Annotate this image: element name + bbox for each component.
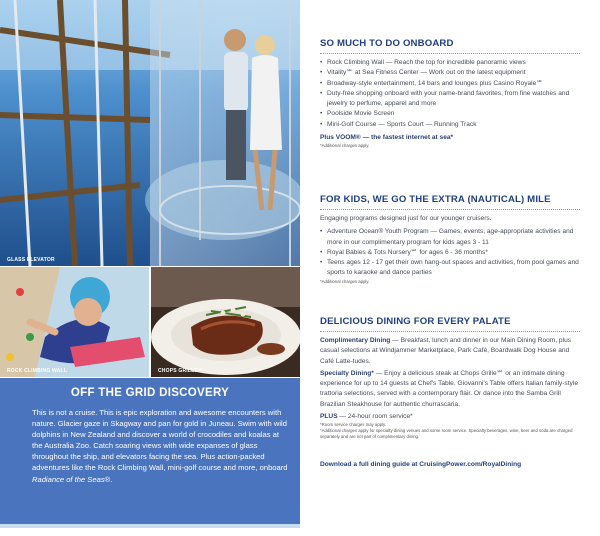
dining-divider [320, 331, 580, 332]
specialty-dining-text: — Enjoy a delicious steak at Chops Grille℠ or an intimate dining experience for up to 14 guests at Chef's Table. Giovanni's Table offers Italian family-style trattoria selections, served with a contemporary flair. Or dance into the Samba Grill Brazilian Steakhouse for authentic churrascaria. [320, 369, 578, 408]
onboard-title: SO MUCH TO DO ONBOARD [320, 38, 454, 49]
kids-list [320, 227, 582, 278]
bottom-strip [0, 524, 300, 528]
rock-climbing-caption: ROCK CLIMBING WALL [7, 368, 67, 374]
off-the-grid-title: OFF THE GRID DISCOVERY [70, 387, 230, 399]
kids-title: FOR KIDS, WE GO THE EXTRA (NAUTICAL) MILE [320, 194, 551, 205]
dining-fine-print-2: *Additional charges apply for specialty dining venues and some room service. Specialty beverages, wine, beer and soda are charged separately and are not part of complimentary dining. [320, 428, 573, 440]
ship-trademark: ® [104, 474, 111, 484]
dining-guide-link[interactable]: Download a full dining guide at CruisingPower.com/RoyalDining [320, 461, 522, 468]
specialty-dining [320, 369, 582, 410]
specialty-dining-label: Specialty Dining* [320, 369, 374, 377]
complimentary-dining-label: Complimentary Dining [320, 337, 391, 344]
onboard-list [320, 58, 582, 130]
onboard-item: • Duty-free shopping onboard with your name-brand favorites, from fine watches and jewelry to perfume, apparel and more [320, 89, 582, 110]
rock-climbing-photo [0, 267, 149, 377]
kids-item: • Adventure Ocean® Youth Program — Games, events, age-appropriate activities and more in our complimentary program for kids ages 3 - 11 [320, 227, 582, 248]
onboard-item: • Broadway-style entertainment, 14 bars and lounges plus Casino Royale℠ [320, 79, 582, 89]
glass-elevator-photo [0, 0, 300, 266]
onboard-item: • Mini-Golf Course — Sports Court — Running Track [320, 120, 582, 130]
kids-intro: Engaging programs designed just for our younger cruisers. [320, 215, 492, 222]
onboard-divider [320, 53, 580, 54]
room-service-text: — 24-hour room service* [337, 413, 413, 421]
off-the-grid-panel [0, 378, 300, 524]
chops-grille-caption: CHOPS GRILLE℠ [158, 368, 204, 374]
chops-grille-image [151, 267, 300, 377]
dining-title: DELICIOUS DINING FOR EVERY PALATE [320, 316, 511, 327]
glass-elevator-caption: GLASS ELEVATOR [7, 257, 55, 263]
kids-section [320, 214, 582, 285]
kids-item: • Teens ages 12 - 17 get their own hang-out spaces and activities, from pool games and sports to karaoke and dance parties [320, 258, 582, 279]
onboard-section [320, 58, 582, 149]
onboard-fine-print: *Additional charges apply. [320, 143, 370, 149]
room-service [320, 412, 582, 422]
off-the-grid-end: . [110, 474, 113, 484]
chops-grille-photo [151, 267, 300, 377]
ship-name: Radiance of the Seas [32, 474, 105, 484]
dining-section [320, 336, 582, 440]
glass-elevator-image [0, 0, 300, 266]
complimentary-dining [320, 336, 582, 367]
kids-fine-print: *Additional charges apply. [320, 278, 370, 284]
complimentary-dining-text: — Breakfast, lunch and dinner in our Main Dining Room, plus casual selections at Windjammer Marketplace, Park Café, Boardwalk Dog House and Café Latte-tudes. [320, 337, 572, 365]
onboard-item: • Poolside Movie Screen [320, 109, 582, 119]
off-the-grid-text [32, 407, 288, 485]
kids-item: • Royal Babies & Tots Nursery℠ for ages 6 - 36 months* [320, 248, 582, 258]
room-service-label: PLUS [320, 413, 338, 421]
kids-divider [320, 209, 580, 210]
dining-fine-print-1: *Room service charges may apply. [320, 422, 387, 428]
voom-note: Plus VOOM® — the fastest internet at sea* [320, 134, 454, 142]
rock-climbing-image [0, 267, 149, 377]
right-column [300, 0, 600, 536]
onboard-item: • Vitality℠ at Sea Fitness Center — Work out on the latest equipment [320, 68, 582, 78]
onboard-item: • Rock Climbing Wall — Reach the top for incredible panoramic views [320, 58, 582, 68]
off-the-grid-body: This is not a cruise. This is epic exploration and awesome encounters with nature. Glacier gaze in Skagway and pan for gold in Juneau. Swim with wild dolphins in New Zealand and discover a world of crocodiles and koalas at the Australia Zoo. Catch soaring views with wide expanses of glass throughout the ship, and elevators facing the sea. Plus action-packed adventures like the Rock Climbing Wall, mini-golf course and more, onboard [32, 408, 288, 473]
